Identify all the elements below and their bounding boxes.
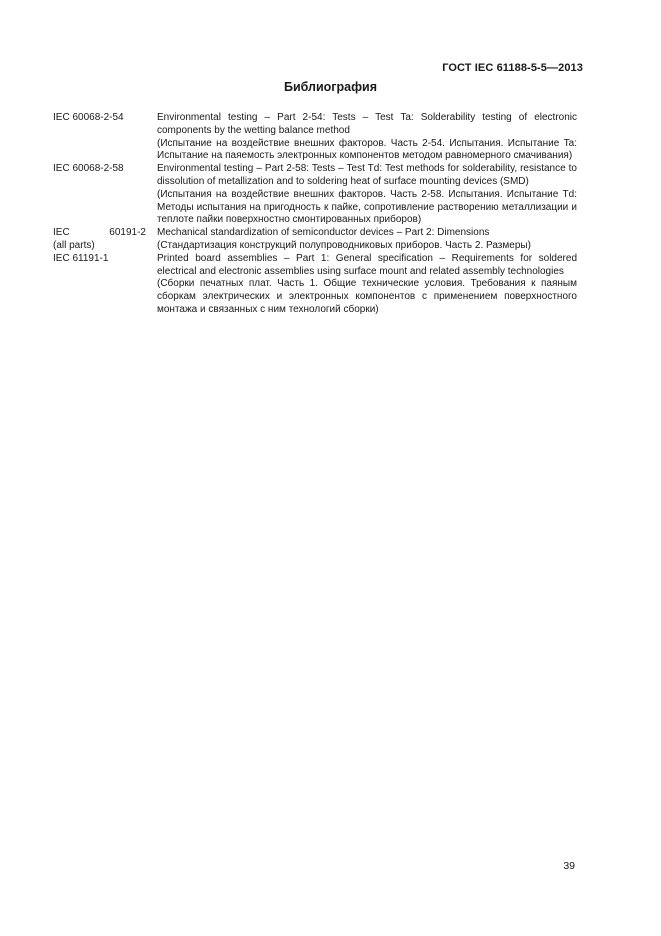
page-number: 39 (563, 860, 575, 872)
reference-title-en: Mechanical standardization of semiconductor devices – Part 2: Dimensions (157, 227, 490, 239)
bibliography-entry (53, 163, 577, 227)
reference-description (157, 227, 577, 253)
reference-title-en: Environmental testing – Part 2-54: Tests – Test Ta: Solderability testing of electronic components by the wetting balance method (157, 112, 577, 136)
reference-code (53, 227, 157, 253)
reference-code-suffix: (all parts) (53, 239, 95, 251)
reference-code-line (53, 227, 146, 240)
reference-code-number: 60191-2 (109, 227, 146, 239)
reference-title-en: Printed board assemblies – Part 1: General specification – Requirements for soldered electrical and electronic assemblies using surface mount and related assembly technologies (157, 252, 577, 277)
reference-title-ru: (Испытание на воздействие внешних факторов. Часть 2-54. Испытания. Испытание Ta: Испытание на паяемость электронных компонентов методом равномерного смачивания) (157, 137, 577, 162)
bibliography-entry (53, 253, 577, 317)
reference-title-en: Environmental testing – Part 2-58: Tests – Test Td: Test methods for solderability, resistance to dissolution of metallization and to soldering heat of surface mounting devices (SMD) (157, 163, 577, 187)
page-title: Библиография (283, 80, 378, 94)
reference-description (157, 112, 577, 163)
reference-description (157, 163, 577, 227)
reference-title-ru: (Сборки печатных плат. Часть 1. Общие технические условия. Требования к паяным сборкам электрических и электронных компонентов с применением поверхностного монтажа и связанных с ним технологий сборки) (157, 278, 577, 315)
reference-code: IEC 61191-1 (53, 252, 109, 264)
bibliography-list (53, 112, 577, 317)
bibliography-entry (53, 227, 577, 253)
reference-code-prefix: IEC (53, 227, 70, 239)
reference-description (157, 253, 577, 317)
reference-code: IEC 60068-2-58 (53, 163, 124, 175)
reference-title-ru: (Стандартизация конструкций полупроводниковых приборов. Часть 2. Размеры) (157, 239, 531, 251)
document-code: ГОСТ IEC 61188-5-5—2013 (442, 62, 583, 74)
bibliography-entry (53, 112, 577, 163)
reference-code: IEC 60068-2-54 (53, 112, 124, 123)
reference-title-ru: (Испытания на воздействие внешних факторов. Часть 2-58. Испытания. Испытание Td: Методы испытания на пригодность к пайке, сопротивление растворению металлизации и теплоте пайки поверхностно смонтированных приборов) (157, 188, 577, 226)
